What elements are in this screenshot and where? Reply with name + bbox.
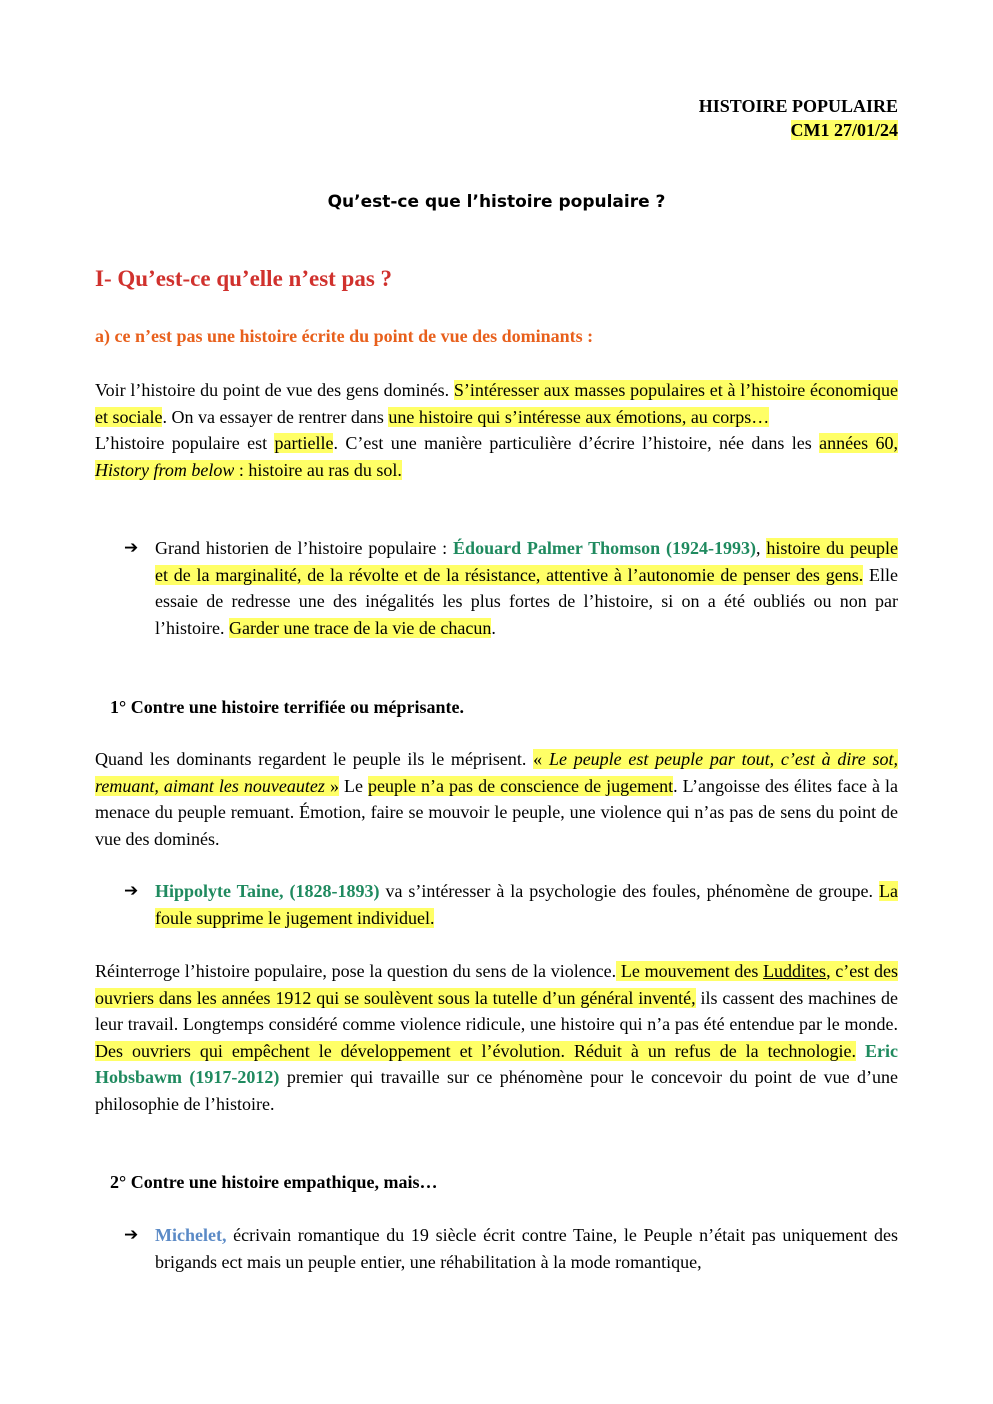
section-heading-2-degree: 2° Contre une histoire empathique, mais…: [110, 1172, 438, 1192]
bullet-taine: ➔ Hippolyte Taine, (1828-1893) va s’intéresser à la psychologie des foules, phénomène de groupe. La foule supprime le jugement individuel.: [124, 878, 898, 931]
document-header: [699, 94, 898, 142]
historian-name: Eric Hobsbawm (1917-2012): [95, 1040, 898, 1087]
historian-name: Michelet,: [155, 1225, 227, 1245]
bullet-michelet: ➔ Michelet, écrivain romantique du 19 siècle écrit contre Taine, le Peuple n’était pas uniquement des brigands ect mais un peuple entier, une réhabilitation à la mode romantique,: [124, 1222, 898, 1275]
course-title: HISTOIRE POPULAIRE: [698, 96, 898, 116]
arrow-icon: ➔: [124, 538, 139, 558]
bullet-thomson: ➔ Grand historien de l’histoire populaire : Édouard Palmer Thomson (1924-1993), histoire du peuple et de la marginalité, de la révolte et de la résistance, attentive à l’autonomie de penser des gens. Elle essaie de redresse une des inégalités les plus fortes de l’histoire, si on a été oubliés ou non par l’histoire. Garder une trace de la vie de chacun.: [124, 535, 898, 641]
historian-name: Édouard Palmer Thomson (1924-1993): [453, 538, 756, 558]
arrow-icon: ➔: [124, 1225, 139, 1245]
historian-name: Hippolyte Taine, (1828-1893): [155, 881, 380, 901]
paragraph-intro: Voir l’histoire du point de vue des gens dominés. S’intéresser aux masses populaires et à l’histoire économique et sociale. On va essayer de rentrer dans une histoire qui s’intéresse aux émotions, au corps… L’histoire populaire est partielle. C’est une manière particulière d’écrire l’histoire, née dans les années 60, History from below : histoire au ras du sol.: [95, 380, 898, 480]
page-title: Qu’est-ce que l’histoire populaire ?: [327, 192, 666, 212]
section-heading-1: I- Qu’est-ce qu’elle n’est pas ?: [95, 266, 393, 291]
paragraph-luddites: Réinterroge l’histoire populaire, pose la question du sens de la violence. Le mouvement des Luddites, c’est des ouvriers dans les années 1912 qui se soulèvent sous la tutelle d’un général inventé, ils cassent des machines de leur travail. Longtemps considéré comme violence ridicule, une histoire qui n’a pas été entendue par le monde. Des ouvriers qui empêchent le développement et l’évolution. Réduit à un refus de la technologie. Eric Hobsbawm (1917-2012) premier qui travaille sur ce phénomène pour le concevoir du point de vue d’une philosophie de l’histoire.: [95, 961, 898, 1114]
course-date: CM1 27/01/24: [790, 120, 898, 140]
section-heading-1-degree: 1° Contre une histoire terrifiée ou méprisante.: [110, 697, 464, 717]
subsection-heading-a: a) ce n’est pas une histoire écrite du point de vue des dominants :: [95, 326, 594, 346]
arrow-icon: ➔: [124, 881, 139, 901]
paragraph-dominants: Quand les dominants regardent le peuple ils le méprisent. « Le peuple est peuple par tout, c’est à dire sot, remuant, aimant les nouveautez » Le peuple n’a pas de conscience de jugement. L’angoisse des élites face à la menace du peuple remuant. Émotion, faire se mouvoir le peuple, une violence qui n’as pas de sens du point de vue des dominés.: [95, 749, 899, 849]
